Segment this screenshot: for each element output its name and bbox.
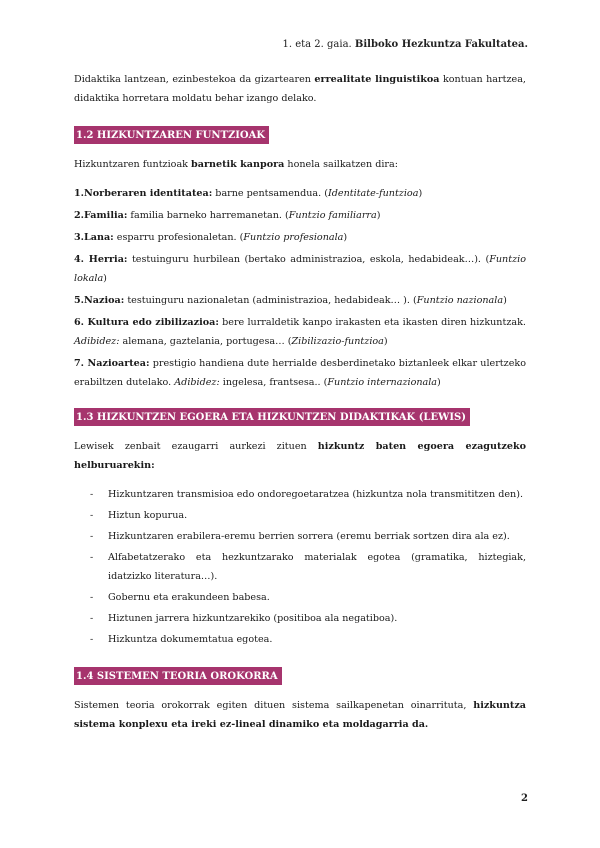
function-close: ) bbox=[103, 273, 107, 284]
function-text: esparru profesionaletan. ( bbox=[113, 232, 244, 243]
functions-list bbox=[74, 184, 526, 392]
function-text: testuinguru hurbilean (bertako administrazioa, eskola, hedabideak…). ( bbox=[127, 254, 490, 265]
function-close: ) bbox=[343, 232, 348, 243]
function-type: Zibilizazio-funtzioa bbox=[291, 336, 384, 347]
function-text: familia barneko harremanetan. ( bbox=[127, 210, 289, 221]
function-number: 5. bbox=[74, 295, 85, 306]
bullet-text: Hizkuntza dokumemtatua egotea. bbox=[108, 634, 273, 645]
function-type: Funtzio internazionala bbox=[327, 377, 438, 388]
function-number: 3. bbox=[74, 232, 85, 243]
function-number: 1. bbox=[74, 188, 85, 199]
function-text: testuinguru nazionaletan (administrazioa, hedabideak… ). ( bbox=[124, 295, 417, 306]
lead-bold: hizkuntz baten egoera ezagutzeko helburuarekin: bbox=[74, 441, 526, 471]
function-text: barne pentsamendua. ( bbox=[212, 188, 328, 199]
function-item bbox=[74, 228, 526, 247]
bullet-dash: - bbox=[90, 489, 94, 500]
lead-text: Hizkuntzaren funtzioak bbox=[74, 159, 192, 170]
list-item bbox=[74, 588, 526, 607]
example-text: alemana, gaztelania, portugesa… ( bbox=[119, 336, 292, 347]
page-content bbox=[74, 70, 526, 734]
section-heading-1-2: 1.2 HIZKUNTZAREN FUNTZIOAK bbox=[74, 126, 269, 144]
function-title: Nazioartea: bbox=[84, 358, 150, 369]
function-item bbox=[74, 291, 526, 310]
header-prefix: 1. eta 2. gaia. bbox=[282, 39, 355, 50]
paragraph-text: Sistemen teoria orokorrak egiten dituen sistema sailkapenetan oinarrituta, bbox=[74, 700, 474, 711]
function-title: Lana: bbox=[84, 232, 114, 243]
function-number: 7. bbox=[74, 358, 85, 369]
bullet-dash: - bbox=[90, 510, 94, 521]
lead-bold: barnetik kanpora bbox=[191, 159, 285, 170]
bullet-dash: - bbox=[90, 552, 94, 563]
function-type: Funtzio lokala bbox=[74, 254, 526, 284]
function-type: Funtzio profesionala bbox=[243, 232, 344, 243]
bullet-dash: - bbox=[90, 613, 94, 624]
section-1-3-lead bbox=[74, 437, 526, 475]
function-title: Norberaren identitatea: bbox=[84, 188, 213, 199]
section-heading-1-4: 1.4 SISTEMEN TEORIA OROKORRA bbox=[74, 667, 282, 685]
bullet-text: Gobernu eta erakundeen babesa. bbox=[108, 592, 270, 603]
function-text: bere lurraldetik kanpo irakasten eta ikasten diren hizkuntzak. bbox=[218, 317, 526, 328]
function-text: prestigio handiena dute herrialde desberdinetako biztanleek elkar ulertzeko erabiltzen dutelako. bbox=[74, 358, 526, 388]
lead-text-end: honela sailkatzen dira: bbox=[284, 159, 398, 170]
function-close: ) bbox=[376, 210, 381, 221]
list-item bbox=[74, 485, 526, 504]
list-item bbox=[74, 609, 526, 628]
page-number: 2 bbox=[521, 793, 528, 804]
lead-text: Lewisek zenbait ezaugarri aurkezi zituen bbox=[74, 441, 318, 452]
bullet-text: Hiztun kopurua. bbox=[108, 510, 188, 521]
function-item bbox=[74, 206, 526, 225]
function-item bbox=[74, 184, 526, 203]
bullet-text: Hizkuntzaren transmisioa edo ondoregoetaratzea (hizkuntza nola transmititzen den). bbox=[108, 489, 524, 500]
function-number: 6. bbox=[74, 317, 85, 328]
function-number: 4. bbox=[74, 254, 85, 265]
bullet-dash: - bbox=[90, 531, 94, 542]
function-item bbox=[74, 354, 526, 392]
intro-text: Didaktika lantzean, ezinbestekoa da gizartearen bbox=[74, 74, 315, 85]
function-close: ) bbox=[383, 336, 388, 347]
page-header bbox=[283, 39, 529, 50]
function-close: ) bbox=[437, 377, 441, 388]
intro-paragraph bbox=[74, 70, 526, 108]
header-faculty: Bilboko Hezkuntza Fakultatea. bbox=[354, 39, 528, 50]
lewis-features-list bbox=[74, 485, 526, 649]
function-close: ) bbox=[503, 295, 507, 306]
function-item bbox=[74, 250, 526, 288]
function-number: 2. bbox=[74, 210, 85, 221]
example-text: ingelesa, frantsesa.. ( bbox=[219, 377, 328, 388]
section-1-4-paragraph bbox=[74, 696, 526, 734]
function-type: Identitate-funtzioa bbox=[327, 188, 419, 199]
function-type: Funtzio nazionala bbox=[416, 295, 504, 306]
intro-bold: errealitate linguistikoa bbox=[314, 74, 440, 85]
function-title: Familia: bbox=[84, 210, 128, 221]
example-label: Adibidez: bbox=[74, 336, 120, 347]
list-item bbox=[74, 548, 526, 586]
function-title: Nazioa: bbox=[84, 295, 125, 306]
intro-text-end: kontuan hartzea, didaktika horretara moldatu behar izango delako. bbox=[74, 74, 526, 104]
function-close: ) bbox=[418, 188, 423, 199]
bullet-dash: - bbox=[90, 592, 94, 603]
bullet-text: Hiztunen jarrera hizkuntzarekiko (positiboa ala negatiboa). bbox=[108, 613, 398, 624]
function-item bbox=[74, 313, 526, 351]
bullet-dash: - bbox=[90, 634, 94, 645]
list-item bbox=[74, 506, 526, 525]
bullet-text: Hizkuntzaren erabilera-eremu berrien sorrera (eremu berriak sortzen dira ala ez). bbox=[108, 531, 510, 542]
function-type: Funtzio familiarra bbox=[288, 210, 377, 221]
section-1-2-lead bbox=[74, 155, 526, 174]
function-title: Herria: bbox=[84, 254, 128, 265]
example-label: Adibidez: bbox=[174, 377, 220, 388]
section-heading-1-3: 1.3 HIZKUNTZEN EGOERA ETA HIZKUNTZEN DIDAKTIKAK (LEWIS) bbox=[74, 408, 470, 426]
list-item bbox=[74, 630, 526, 649]
bullet-text: Alfabetatzerako eta hezkuntzarako materialak egotea (gramatika, hiztegiak, idatzizko literatura…). bbox=[108, 552, 526, 582]
list-item bbox=[74, 527, 526, 546]
paragraph-bold: hizkuntza sistema konplexu eta ireki ez-lineal dinamiko eta moldagarria da. bbox=[74, 700, 526, 730]
function-title: Kultura edo zibilizazioa: bbox=[84, 317, 219, 328]
